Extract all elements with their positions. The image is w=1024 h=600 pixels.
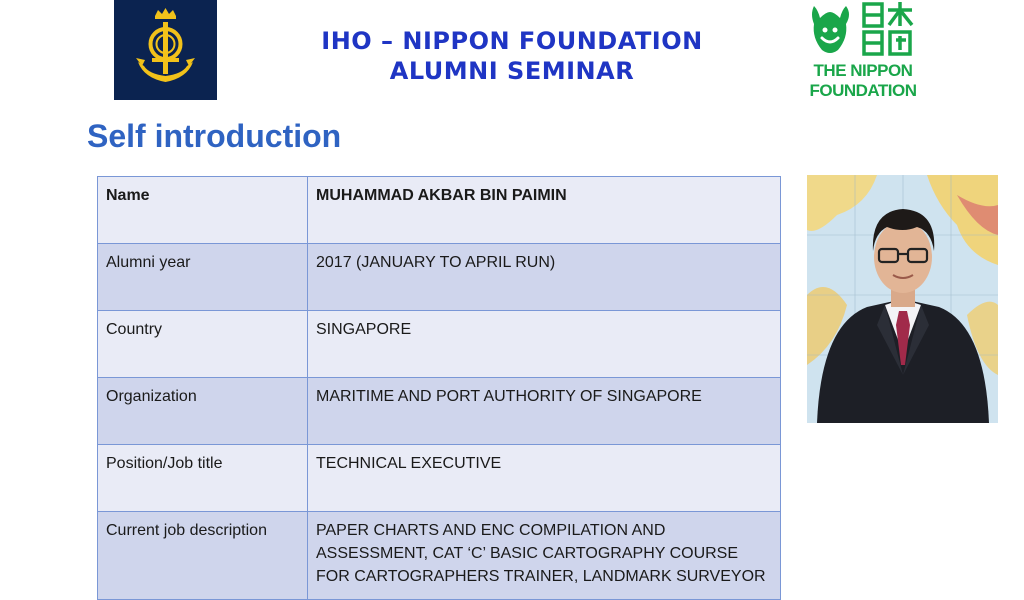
portrait-photo-icon: [807, 175, 998, 423]
row-value: MARITIME AND PORT AUTHORITY OF SINGAPORE: [308, 378, 781, 445]
portrait-photo: [807, 175, 998, 423]
table-row: [98, 177, 781, 244]
slide-heading: Self introduction: [87, 118, 342, 154]
nippon-wordmark-line1: THE NIPPON: [813, 61, 913, 80]
nippon-foundation-emblem-icon: [808, 0, 918, 60]
nippon-wordmark-line2: FOUNDATION: [809, 81, 917, 100]
table-row: [98, 512, 781, 600]
seminar-title: [250, 26, 774, 86]
seminar-title-line1: IHO – NIPPON FOUNDATION: [321, 27, 703, 55]
nippon-foundation-logo: [808, 0, 918, 102]
row-value: 2017 (JANUARY TO APRIL RUN): [308, 244, 781, 311]
row-label: Country: [98, 311, 308, 378]
row-label: Name: [98, 177, 308, 244]
row-label: Organization: [98, 378, 308, 445]
self-introduction-table: [97, 176, 781, 600]
row-value: PAPER CHARTS AND ENC COMPILATION AND ASSESSMENT, CAT ‘C’ BASIC CARTOGRAPHY COURSE FOR CARTOGRAPHERS TRAINER, LANDMARK SURVEYOR: [308, 512, 781, 600]
iho-logo: [114, 0, 217, 100]
table-row: [98, 311, 781, 378]
row-value: SINGAPORE: [308, 311, 781, 378]
row-value: TECHNICAL EXECUTIVE: [308, 445, 781, 512]
row-label: Position/Job title: [98, 445, 308, 512]
iho-anchor-emblem-icon: [114, 0, 217, 100]
nippon-foundation-wordmark: [808, 61, 918, 101]
table-row: [98, 378, 781, 445]
row-label: Alumni year: [98, 244, 308, 311]
row-value: MUHAMMAD AKBAR BIN PAIMIN: [308, 177, 781, 244]
row-label: Current job description: [98, 512, 308, 600]
table-row: [98, 244, 781, 311]
seminar-title-line2: ALUMNI SEMINAR: [389, 57, 635, 85]
table-row: [98, 445, 781, 512]
